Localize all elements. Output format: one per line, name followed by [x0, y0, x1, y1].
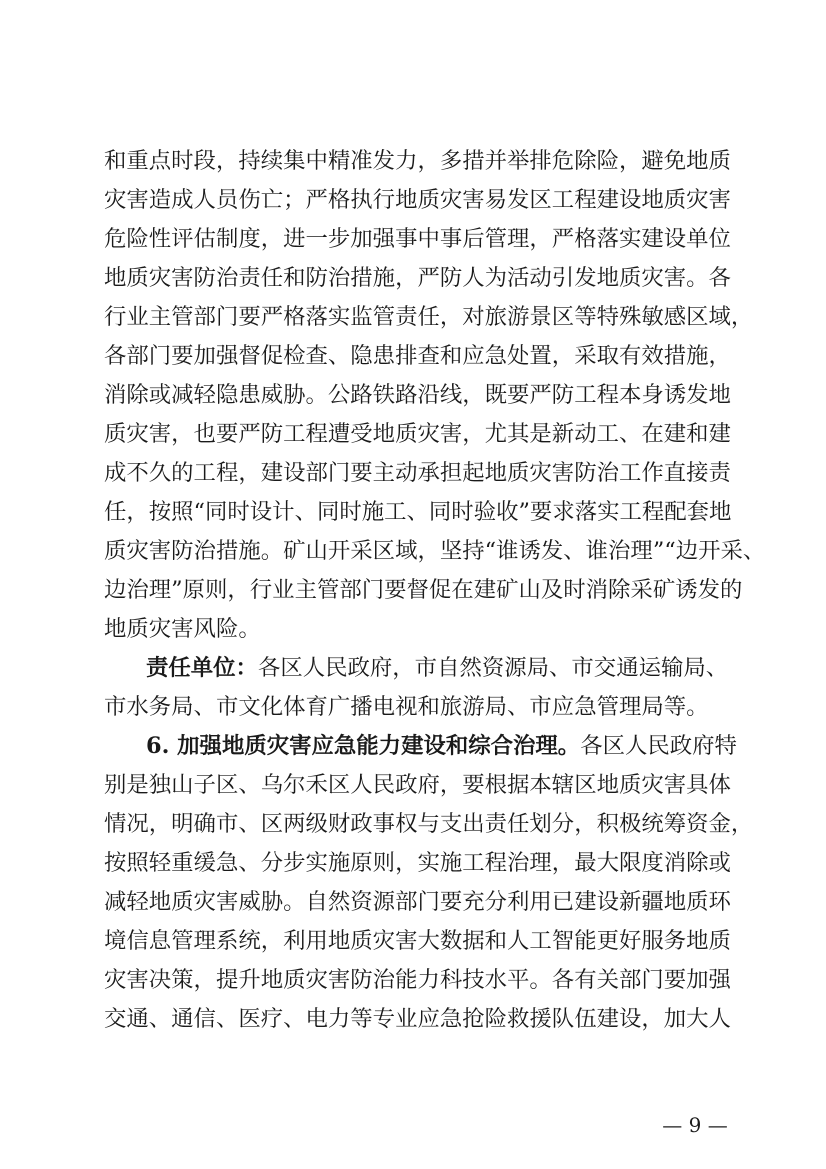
responsibility-line: 市水务局、市文化体育广播电视和旅游局、市应急管理局等。 — [104, 694, 709, 720]
paragraph-line: 交通、通信、医疗、电力等专业应急抢险救援队伍建设，加大人 — [104, 1006, 731, 1032]
paragraph-line: 质灾害防治措施。矿山开采区域，坚持“谁诱发、谁治理”“边开采、 — [104, 538, 766, 564]
paragraph-line: 灾害造成人员伤亡；严格执行地质灾害易发区工程建设地质灾害 — [104, 187, 731, 213]
paragraph-line: 按照轻重缓急、分步实施原则，实施工程治理，最大限度消除或 — [104, 850, 731, 876]
paragraph-line: 行业主管部门要严格落实监管责任，对旅游景区等特殊敏感区域， — [104, 304, 754, 330]
paragraph-line: 境信息管理系统，利用地质灾害大数据和人工智能更好服务地质 — [104, 928, 731, 954]
section-6-heading: 6. 加强地质灾害应急能力建设和综合治理。 — [146, 733, 581, 759]
section-6-text: 各区人民政府特 — [580, 733, 737, 759]
paragraph-line: 情况，明确市、区两级财政事权与支出责任划分，积极统筹资金， — [104, 811, 754, 837]
paragraph-line: 各部门要加强督促检查、隐患排查和应急处置，采取有效措施， — [104, 343, 731, 369]
paragraph-line: 成不久的工程，建设部门要主动承担起地质灾害防治工作直接责 — [104, 460, 731, 486]
paragraph-line: 地质灾害风险。 — [104, 616, 261, 642]
responsibility-line — [146, 653, 729, 683]
section-6-line — [146, 731, 737, 761]
paragraph-line: 地质灾害防治责任和防治措施，严防人为活动引发地质灾害。各 — [104, 265, 731, 291]
paragraph-line: 灾害决策，提升地质灾害防治能力科技水平。各有关部门要加强 — [104, 967, 731, 993]
paragraph-line: 边治理”原则，行业主管部门要督促在建矿山及时消除采矿诱发的 — [104, 577, 743, 603]
paragraph-line: 危险性评估制度，进一步加强事中事后管理，严格落实建设单位 — [104, 226, 731, 252]
paragraph-line: 减轻地质灾害威胁。自然资源部门要充分利用已建设新疆地质环 — [104, 889, 731, 915]
responsibility-label: 责任单位： — [146, 655, 258, 681]
paragraph-line: 消除或减轻隐患威胁。公路铁路沿线，既要严防工程本身诱发地 — [104, 382, 731, 408]
page-number: — 9 — — [662, 1113, 728, 1137]
paragraph-line: 任，按照“同时设计、同时施工、同时验收”要求落实工程配套地 — [104, 499, 732, 525]
paragraph-line: 质灾害，也要严防工程遭受地质灾害，尤其是新动工、在建和建 — [104, 421, 731, 447]
paragraph-line: 和重点时段，持续集中精准发力，多措并举排危除险，避免地质 — [104, 148, 731, 174]
paragraph-line: 别是独山子区、乌尔禾区人民政府，要根据本辖区地质灾害具体 — [104, 772, 731, 798]
responsibility-text: 各区人民政府，市自然资源局、市交通运输局、 — [257, 655, 729, 681]
